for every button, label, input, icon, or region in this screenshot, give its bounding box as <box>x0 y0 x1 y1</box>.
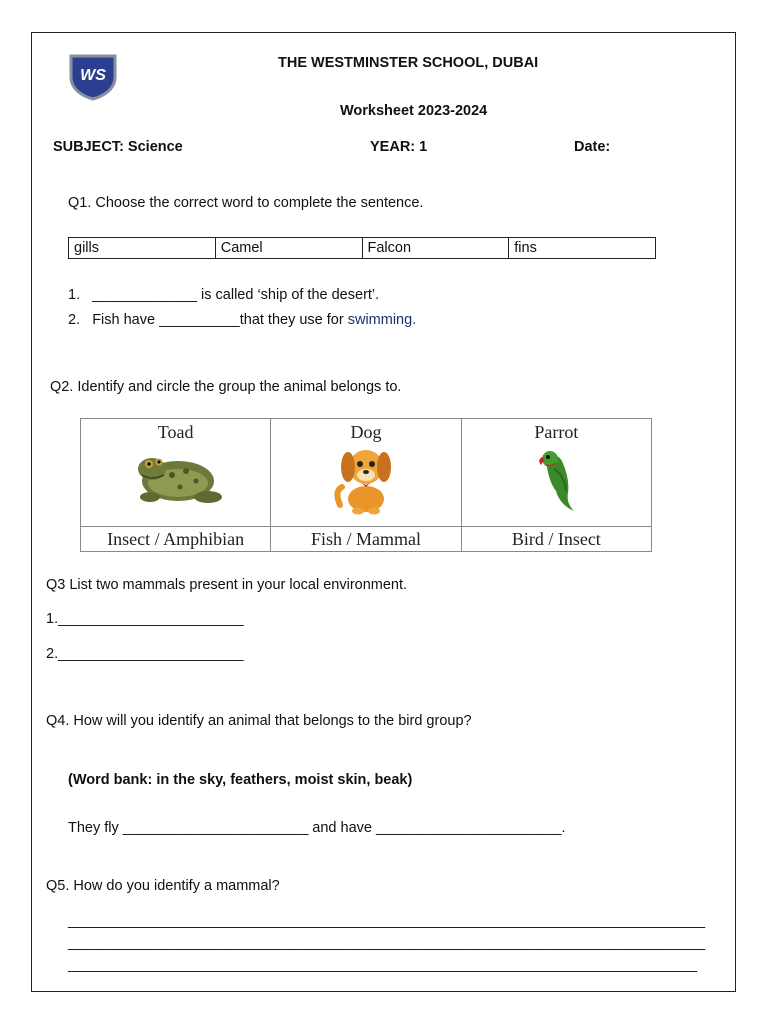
q1-prompt: Q1. Choose the correct word to complete the sentence. <box>68 195 424 211</box>
q5-answer-line-1: _______________________________________________________________________________ <box>68 913 706 929</box>
animal-name: Toad <box>157 422 194 442</box>
q5-prompt: Q5. How do you identify a mammal? <box>46 878 280 894</box>
q1-item-1 <box>68 287 379 303</box>
year-label: YEAR: 1 <box>370 139 428 155</box>
svg-text:WS: WS <box>80 67 106 84</box>
q5-answer-line-3: ______________________________________________________________________________ <box>68 957 698 973</box>
word-cell: gills <box>69 238 216 259</box>
date-label: Date: <box>574 139 611 155</box>
animal-cell-toad <box>81 419 271 527</box>
q1-word-table <box>68 237 656 259</box>
animal-choices: Fish / Mammal <box>271 527 461 552</box>
q2-prompt: Q2. Identify and circle the group the animal belongs to. <box>50 379 402 395</box>
item-number: 1. <box>68 287 81 303</box>
worksheet-title: Worksheet 2023-2024 <box>340 103 488 119</box>
animal-cell-dog <box>271 419 461 527</box>
word-cell: Falcon <box>362 238 509 259</box>
q1-item-2 <box>68 312 416 328</box>
school-logo-icon <box>68 53 118 101</box>
item-number: 2. <box>68 312 81 328</box>
q5-answer-line-2: _______________________________________________________________________________ <box>68 935 706 951</box>
toad-icon <box>126 447 226 509</box>
word-cell: fins <box>509 238 656 259</box>
q3-answer-line-2: 2._______________________ <box>46 646 244 662</box>
parrot-icon <box>526 445 586 513</box>
animal-name: Dog <box>350 422 382 442</box>
q4-word-bank: (Word bank: in the sky, feathers, moist skin, beak) <box>68 772 413 788</box>
q4-sentence: They fly _______________________ and have _______________________. <box>68 820 566 836</box>
worksheet-page <box>31 32 736 992</box>
subject-label: SUBJECT: Science <box>53 139 183 155</box>
q3-prompt: Q3 List two mammals present in your local environment. <box>46 577 408 593</box>
animal-name: Parrot <box>534 422 579 442</box>
q4-prompt: Q4. How will you identify an animal that belongs to the bird group? <box>46 713 472 729</box>
animal-choices: Bird / Insect <box>461 527 651 552</box>
q3-answer-line-1: 1._______________________ <box>46 611 244 627</box>
animal-choices: Insect / Amphibian <box>81 527 271 552</box>
item-text: _____________ is called ‘ship of the desert’. <box>92 287 380 303</box>
item-text: Fish have __________that they use for <box>92 312 348 328</box>
dog-icon <box>326 443 406 515</box>
q2-animal-table <box>80 418 652 552</box>
animal-cell-parrot <box>461 419 651 527</box>
item-text-highlight: swimming. <box>347 312 417 328</box>
word-cell: Camel <box>215 238 362 259</box>
school-name: THE WESTMINSTER SCHOOL, DUBAI <box>278 55 539 71</box>
